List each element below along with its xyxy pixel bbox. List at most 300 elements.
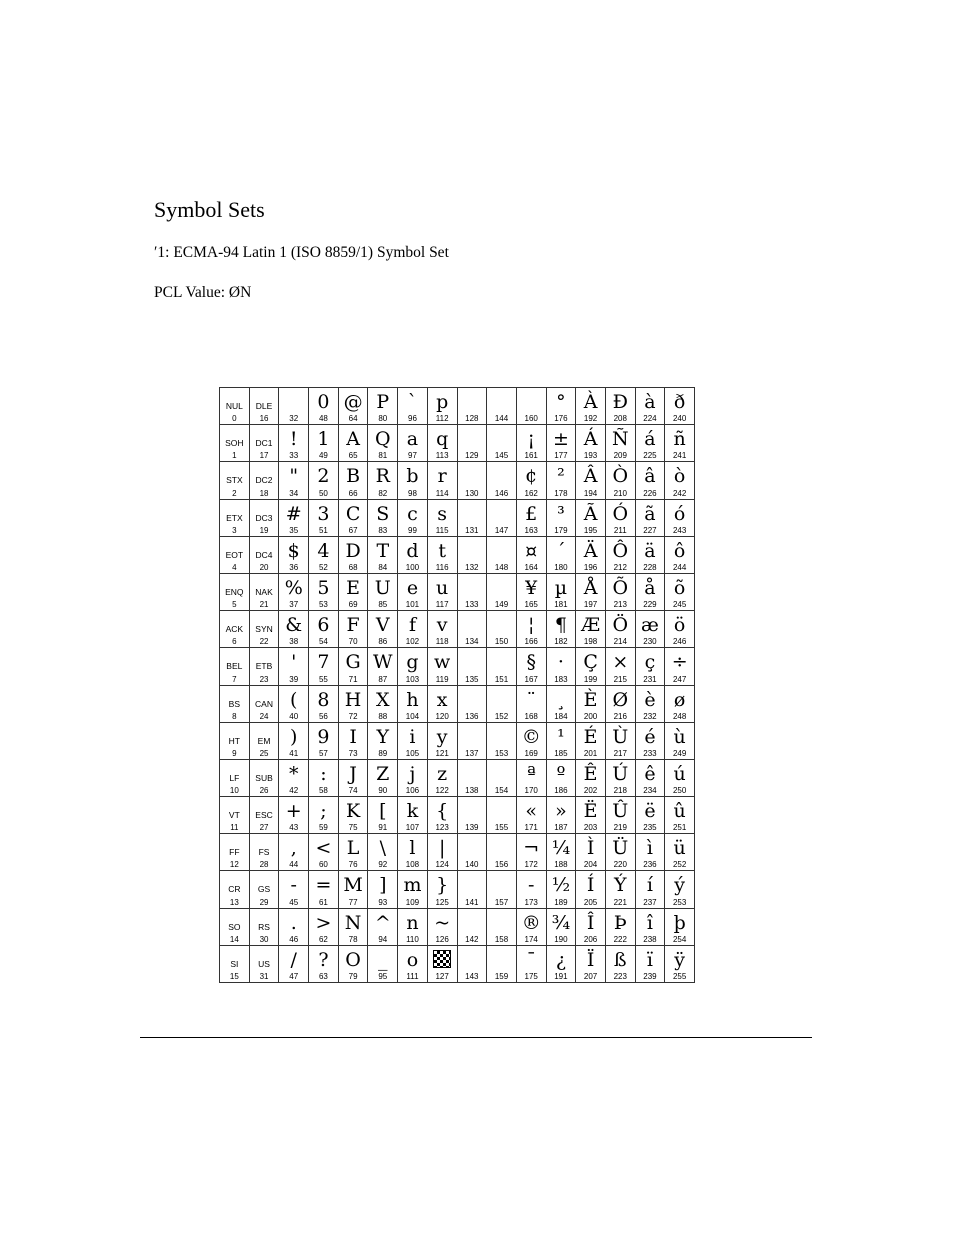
symbol-glyph: ¨ (526, 688, 536, 711)
symbol-cell-248 (665, 685, 695, 722)
symbol-code: 235 (643, 823, 657, 833)
symbol-cell-133 (457, 573, 487, 610)
symbol-glyph: ¯ (526, 948, 536, 971)
symbol-code: 20 (259, 562, 269, 572)
symbol-cell-174 (516, 908, 546, 945)
symbol-cell-92 (368, 834, 398, 871)
symbol-glyph: SOH (225, 438, 244, 449)
symbol-code: 117 (435, 600, 449, 610)
symbol-code: 180 (554, 562, 568, 572)
symbol-code: 102 (405, 637, 420, 647)
symbol-glyph: ä (644, 539, 656, 562)
symbol-cell-1 (220, 425, 250, 462)
symbol-glyph: 5 (317, 576, 330, 599)
symbol-code: 51 (318, 525, 328, 535)
symbol-cell-238 (635, 908, 665, 945)
symbol-glyph: ; (320, 800, 327, 823)
symbol-cell-86 (368, 611, 398, 648)
symbol-cell-225 (635, 425, 665, 462)
symbol-code: 106 (405, 786, 420, 796)
symbol-cell-167 (516, 648, 546, 685)
symbol-code: 216 (613, 711, 627, 721)
symbol-cell-254 (665, 908, 695, 945)
symbol-glyph: À (583, 391, 598, 413)
symbol-glyph: - (290, 874, 297, 897)
symbol-cell-8 (220, 685, 250, 722)
symbol-cell-116 (427, 536, 457, 573)
symbol-glyph: ¤ (525, 539, 538, 562)
symbol-code: 156 (494, 860, 509, 870)
symbol-cell-146 (487, 462, 517, 499)
symbol-glyph: j (409, 762, 416, 785)
symbol-cell-112 (427, 388, 457, 425)
table-row (220, 722, 695, 759)
symbol-cell-9 (220, 722, 250, 759)
symbol-glyph: Å (583, 576, 598, 599)
symbol-code: 227 (643, 525, 657, 535)
symbol-cell-252 (665, 834, 695, 871)
symbol-cell-139 (457, 797, 487, 834)
symbol-cell-35 (279, 499, 309, 536)
symbol-glyph: Þ (613, 911, 627, 934)
symbol-cell-44 (279, 834, 309, 871)
symbol-cell-202 (576, 759, 606, 796)
symbol-cell-162 (516, 462, 546, 499)
symbol-code: 201 (583, 748, 598, 758)
symbol-glyph: d (406, 539, 419, 562)
symbol-glyph: 3 (317, 502, 330, 525)
symbol-glyph: Ó (612, 502, 629, 525)
symbol-cell-114 (427, 462, 457, 499)
symbol-code: 191 (554, 972, 568, 981)
symbol-cell-241 (665, 425, 695, 462)
symbol-code: 65 (348, 451, 358, 461)
symbol-glyph: á (644, 428, 656, 451)
symbol-code: 2 (232, 488, 237, 498)
symbol-code: 237 (643, 897, 657, 907)
symbol-code: 17 (259, 451, 269, 461)
symbol-glyph: ° (556, 391, 566, 413)
symbol-glyph: â (644, 465, 656, 488)
symbol-cell-157 (487, 871, 517, 908)
symbol-code: 149 (494, 600, 509, 610)
symbol-cell-115 (427, 499, 457, 536)
symbol-glyph: EM (257, 735, 271, 746)
symbol-code: 47 (289, 972, 299, 981)
symbol-glyph: L (346, 837, 360, 860)
symbol-cell-42 (279, 759, 309, 796)
symbol-glyph: ENQ (225, 586, 244, 597)
symbol-cell-169 (516, 722, 546, 759)
symbol-cell-23 (249, 648, 279, 685)
symbol-code: 91 (378, 823, 388, 833)
symbol-cell-78 (338, 908, 368, 945)
symbol-cell-129 (457, 425, 487, 462)
symbol-code: 105 (405, 748, 420, 758)
symbol-glyph: D (345, 539, 361, 562)
symbol-code: 36 (289, 562, 299, 572)
symbol-glyph: P (376, 391, 390, 413)
symbol-code: 61 (318, 897, 328, 907)
symbol-glyph: Ü (612, 837, 629, 860)
symbol-code: 230 (643, 637, 657, 647)
symbol-glyph: = (315, 874, 332, 897)
symbol-code: 217 (613, 748, 627, 758)
symbol-code: 98 (408, 488, 417, 498)
symbol-code: 49 (318, 451, 328, 461)
symbol-code: 242 (672, 488, 687, 498)
symbol-code: 130 (465, 488, 479, 498)
symbol-code: 215 (613, 674, 627, 684)
symbol-code: 222 (613, 934, 627, 944)
symbol-glyph: LF (229, 772, 240, 783)
symbol-cell-74 (338, 759, 368, 796)
symbol-cell-104 (398, 685, 428, 722)
symbol-glyph: î (646, 911, 653, 934)
symbol-code: 32 (289, 414, 299, 424)
symbol-glyph: ` (407, 391, 418, 413)
symbol-code: 90 (378, 786, 388, 796)
symbol-code: 127 (435, 972, 449, 981)
symbol-cell-144 (487, 388, 517, 425)
symbol-glyph: u (436, 576, 449, 599)
symbol-code: 53 (318, 600, 328, 610)
symbol-cell-153 (487, 722, 517, 759)
symbol-code: 241 (672, 451, 687, 461)
symbol-cell-79 (338, 945, 368, 982)
symbol-glyph: F (346, 614, 360, 637)
symbol-cell-76 (338, 834, 368, 871)
symbol-code: 225 (643, 451, 657, 461)
symbol-cell-118 (427, 611, 457, 648)
symbol-cell-101 (398, 573, 428, 610)
symbol-cell-40 (279, 685, 309, 722)
symbol-cell-24 (249, 685, 279, 722)
symbol-code: 244 (672, 562, 687, 572)
symbol-code: 186 (554, 786, 568, 796)
symbol-cell-246 (665, 611, 695, 648)
symbol-code: 101 (405, 600, 420, 610)
symbol-code: 70 (348, 637, 358, 647)
symbol-code: 89 (378, 748, 388, 758)
symbol-code: 205 (583, 897, 598, 907)
symbol-glyph: Û (612, 800, 629, 823)
symbol-code: 179 (554, 525, 568, 535)
symbol-cell-26 (249, 759, 279, 796)
symbol-glyph: y (436, 725, 448, 748)
symbol-code: 8 (232, 711, 237, 721)
symbol-code: 50 (318, 488, 328, 498)
table-row (220, 648, 695, 685)
symbol-code: 140 (465, 860, 479, 870)
symbol-code: 185 (554, 748, 568, 758)
symbol-code: 193 (583, 451, 598, 461)
symbol-glyph: 9 (317, 725, 330, 748)
symbol-cell-240 (665, 388, 695, 425)
symbol-cell-237 (635, 871, 665, 908)
symbol-code: 72 (348, 711, 358, 721)
symbol-cell-3 (220, 499, 250, 536)
symbol-glyph: BEL (226, 661, 243, 672)
symbol-code: 197 (583, 600, 598, 610)
symbol-glyph: DC3 (255, 512, 273, 523)
symbol-cell-182 (546, 611, 576, 648)
checker-glyph-icon (433, 950, 451, 968)
symbol-cell-22 (249, 611, 279, 648)
table-row (220, 908, 695, 945)
symbol-code: 170 (524, 786, 538, 796)
symbol-cell-218 (605, 759, 635, 796)
symbol-cell-222 (605, 908, 635, 945)
symbol-code: 63 (318, 972, 328, 981)
symbol-cell-56 (309, 685, 339, 722)
symbol-glyph: © (521, 725, 541, 748)
symbol-glyph: DC1 (255, 438, 273, 449)
symbol-code: 202 (583, 786, 598, 796)
symbol-cell-63 (309, 945, 339, 982)
symbol-cell-65 (338, 425, 368, 462)
symbol-cell-149 (487, 573, 517, 610)
symbol-glyph: . (290, 911, 297, 934)
symbol-glyph: Ï (586, 948, 595, 971)
symbol-code: 154 (494, 786, 509, 796)
symbol-glyph: ¥ (525, 576, 538, 599)
symbol-cell-197 (576, 573, 606, 610)
symbol-glyph: o (406, 948, 419, 971)
symbol-code: 143 (465, 972, 479, 981)
symbol-glyph: $ (287, 539, 300, 562)
symbol-glyph: è (644, 688, 656, 711)
symbol-code: 12 (229, 860, 239, 870)
symbol-code: 74 (348, 786, 358, 796)
symbol-glyph: ( (290, 688, 298, 711)
symbol-cell-247 (665, 648, 695, 685)
symbol-glyph: Ñ (611, 428, 629, 451)
symbol-glyph: RS (258, 921, 270, 932)
symbol-code: 60 (318, 860, 328, 870)
symbol-cell-208 (605, 388, 635, 425)
symbol-glyph: ] (379, 874, 387, 897)
symbol-glyph: ú (673, 762, 686, 785)
symbol-glyph: ù (673, 725, 686, 748)
symbol-cell-216 (605, 685, 635, 722)
symbol-cell-206 (576, 908, 606, 945)
symbol-cell-150 (487, 611, 517, 648)
symbol-glyph: T (376, 539, 390, 562)
symbol-code: 54 (318, 637, 328, 647)
symbol-glyph: } (436, 874, 449, 897)
symbol-glyph: ® (521, 911, 541, 934)
symbol-glyph: 0 (317, 391, 330, 413)
symbol-glyph: Ø (612, 688, 629, 711)
symbol-glyph: [ (379, 800, 387, 823)
symbol-glyph: ø (673, 688, 686, 711)
symbol-code: 250 (672, 786, 687, 796)
symbol-code: 103 (405, 674, 420, 684)
symbol-cell-221 (605, 871, 635, 908)
symbol-code: 43 (289, 823, 299, 833)
symbol-cell-27 (249, 797, 279, 834)
symbol-code: 232 (643, 711, 657, 721)
symbol-cell-14 (220, 908, 250, 945)
symbol-glyph: n (406, 911, 419, 934)
symbol-glyph: Ä (583, 539, 598, 562)
symbol-code: 58 (318, 786, 328, 796)
symbol-glyph: EOT (225, 549, 244, 560)
symbol-code: 239 (643, 972, 657, 981)
symbol-code: 223 (613, 972, 627, 981)
symbol-glyph: J (349, 762, 357, 785)
symbol-glyph: DC4 (255, 549, 273, 560)
symbol-glyph: + (285, 800, 302, 823)
symbol-cell-152 (487, 685, 517, 722)
symbol-glyph: , (290, 837, 297, 860)
symbol-cell-141 (457, 871, 487, 908)
symbol-cell-28 (249, 834, 279, 871)
symbol-glyph: r (437, 465, 447, 488)
symbol-cell-52 (309, 536, 339, 573)
symbol-glyph: \ (379, 837, 386, 860)
symbol-code: 211 (613, 525, 627, 535)
symbol-glyph: « (525, 800, 538, 823)
symbol-cell-194 (576, 462, 606, 499)
symbol-cell-186 (546, 759, 576, 796)
symbol-code: 141 (465, 897, 479, 907)
symbol-glyph: ô (673, 539, 686, 562)
symbol-code: 254 (672, 934, 687, 944)
symbol-glyph: Ù (612, 725, 629, 748)
symbol-glyph: ? (318, 948, 329, 971)
symbol-code: 171 (524, 823, 538, 833)
symbol-glyph: § (526, 651, 536, 674)
symbol-code: 169 (524, 748, 538, 758)
symbol-cell-173 (516, 871, 546, 908)
symbol-code: 96 (408, 414, 417, 424)
symbol-glyph: ã (644, 502, 656, 525)
footer-divider (140, 1037, 812, 1038)
symbol-code: 79 (348, 972, 358, 981)
symbol-glyph: ¹ (557, 725, 565, 748)
symbol-glyph: " (289, 465, 299, 488)
symbol-glyph: NUL (225, 401, 243, 411)
symbol-code: 92 (378, 860, 388, 870)
symbol-glyph: æ (641, 614, 659, 637)
symbol-cell-51 (309, 499, 339, 536)
symbol-glyph: · (557, 651, 564, 674)
symbol-code: 116 (435, 562, 449, 572)
symbol-code: 253 (672, 897, 687, 907)
symbol-glyph: GS (257, 884, 271, 895)
symbol-code: 214 (613, 637, 627, 647)
symbol-cell-80 (368, 388, 398, 425)
symbol-code: 99 (408, 525, 417, 535)
symbol-code: 161 (524, 451, 538, 461)
symbol-cell-67 (338, 499, 368, 536)
symbol-glyph: SI (230, 958, 239, 969)
symbol-cell-253 (665, 871, 695, 908)
symbol-glyph: Ò (612, 465, 629, 488)
symbol-cell-163 (516, 499, 546, 536)
symbol-cell-5 (220, 573, 250, 610)
symbol-glyph: H (344, 688, 362, 711)
symbol-cell-145 (487, 425, 517, 462)
symbol-code: 0 (232, 414, 237, 424)
symbol-cell-196 (576, 536, 606, 573)
symbol-code: 210 (613, 488, 627, 498)
symbol-glyph: Ì (586, 837, 595, 860)
symbol-cell-159 (487, 945, 517, 982)
symbol-cell-138 (457, 759, 487, 796)
symbol-glyph: ¢ (525, 465, 538, 488)
symbol-cell-140 (457, 834, 487, 871)
symbol-glyph: m (403, 874, 422, 897)
symbol-code: 219 (613, 823, 627, 833)
symbol-glyph: 7 (317, 651, 330, 674)
symbol-cell-2 (220, 462, 250, 499)
symbol-cell-39 (279, 648, 309, 685)
symbol-cell-95 (368, 945, 398, 982)
symbol-cell-98 (398, 462, 428, 499)
symbol-cell-111 (398, 945, 428, 982)
symbol-code: 19 (259, 525, 269, 535)
symbol-cell-175 (516, 945, 546, 982)
symbol-glyph: 4 (317, 539, 330, 562)
symbol-glyph: à (644, 391, 656, 413)
symbol-code: 88 (378, 711, 388, 721)
symbol-cell-132 (457, 536, 487, 573)
symbol-cell-50 (309, 462, 339, 499)
symbol-code: 23 (259, 674, 269, 684)
symbol-glyph: û (673, 800, 686, 823)
symbol-glyph: b (406, 465, 419, 488)
symbol-glyph: ! (289, 428, 298, 451)
symbol-glyph: ¾ (551, 911, 571, 934)
symbol-cell-32 (279, 388, 309, 425)
symbol-code: 192 (583, 414, 598, 424)
symbol-cell-251 (665, 797, 695, 834)
symbol-cell-124 (427, 834, 457, 871)
symbol-glyph: STX (226, 475, 243, 486)
symbol-cell-190 (546, 908, 576, 945)
symbol-cell-165 (516, 573, 546, 610)
symbol-code: 247 (672, 674, 687, 684)
symbol-glyph: CR (228, 884, 241, 895)
symbol-code: 199 (583, 674, 598, 684)
symbol-cell-250 (665, 759, 695, 796)
symbol-code: 27 (259, 823, 269, 833)
symbol-cell-189 (546, 871, 576, 908)
symbol-cell-90 (368, 759, 398, 796)
symbol-glyph: ' (291, 651, 297, 674)
symbol-cell-71 (338, 648, 368, 685)
symbol-code: 123 (435, 823, 449, 833)
symbol-cell-204 (576, 834, 606, 871)
symbol-code: 245 (672, 600, 687, 610)
symbol-code: 173 (524, 897, 538, 907)
symbol-glyph: ð (673, 391, 686, 413)
symbol-glyph: Y (376, 725, 390, 748)
table-row (220, 871, 695, 908)
symbol-cell-127 (427, 945, 457, 982)
symbol-glyph: Ã (583, 502, 598, 525)
symbol-code: 59 (318, 823, 328, 833)
symbol-glyph: ¶ (554, 614, 567, 637)
symbol-code: 109 (405, 897, 420, 907)
symbol-code: 26 (259, 786, 269, 796)
symbol-code: 122 (435, 786, 449, 796)
symbol-code: 45 (289, 897, 299, 907)
symbol-code: 166 (524, 637, 538, 647)
